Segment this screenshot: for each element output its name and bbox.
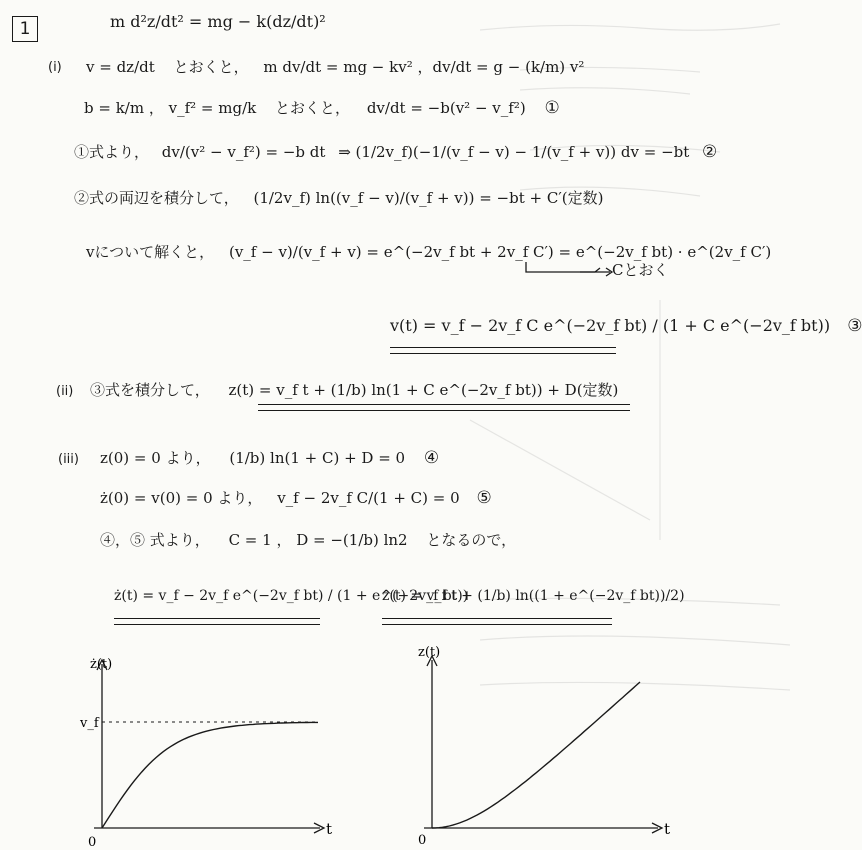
part-ii-double-underline <box>258 404 630 411</box>
solve-prefix: ④，⑤ 式より， <box>100 531 210 549</box>
cond2-eq: v_f − 2v_f C/(1 + C) = 0 <box>277 489 460 507</box>
step5-prefix: vについて解くと， <box>86 243 215 261</box>
velocity-graph <box>80 650 350 850</box>
final-z-double-underline <box>382 618 612 625</box>
final-zdot: ż(t) = v_f − 2v_f e^(−2v_f bt) / (1 + e^(−2v_f bt)) <box>114 588 469 604</box>
step3-prefix: ①式より， <box>74 143 150 161</box>
terminal-velocity-label: v_f <box>80 716 99 731</box>
step2-b: dv/dt = −b(v² − v_f²) <box>366 99 526 117</box>
step1-a: とおくと， <box>173 58 249 76</box>
eq-motion-text: m d²z/dt² = mg − k(dz/dt)² <box>110 12 326 31</box>
velocity-origin-label: 0 <box>88 835 97 850</box>
final-z: z(t) = v_f t + (1/b) ln((1 + e^(−2v_f bt))/2) <box>382 588 685 604</box>
problem-number-box <box>12 16 38 42</box>
part-i-step4 <box>74 188 603 208</box>
part-i-step3 <box>74 142 717 162</box>
define-b-vf: b = k/m ， v_f² = mg/k <box>84 99 257 117</box>
eq1-mark: ① <box>544 98 560 118</box>
result3-double-underline <box>390 347 616 354</box>
step1-b: m dv/dt = mg − kv² <box>263 58 413 76</box>
problem-number: 1 <box>19 19 31 39</box>
velocity-curve <box>102 722 318 828</box>
part-iii-cond2 <box>100 488 492 508</box>
part-iii-cond1 <box>100 448 439 468</box>
part-ii-line <box>90 380 618 400</box>
position-y-label: z(t) <box>418 645 441 660</box>
solve-eq: C = 1 ， D = −(1/b) ln2 <box>228 531 408 549</box>
eq5-mark: ⑤ <box>476 488 492 508</box>
final-zdot-double-underline <box>114 618 320 625</box>
part-i-step1 <box>86 57 584 77</box>
part-iii-label: (iii) <box>58 452 79 467</box>
sub-v: v = dz/dt <box>86 58 155 76</box>
result3-text: v(t) = v_f − 2v_f C e^(−2v_f bt) / (1 + C e^(−2v_f bt)) <box>390 316 831 335</box>
eq3-mark: ③ <box>847 316 862 336</box>
part-iii-solve <box>100 530 516 550</box>
velocity-x-label: t <box>326 820 333 838</box>
step4-prefix: ②式の両辺を積分して， <box>74 189 239 207</box>
eq2-mark: ② <box>702 142 718 162</box>
position-curve <box>432 682 640 828</box>
part-i-define <box>84 98 560 118</box>
step5-note: Cとおく <box>612 261 669 279</box>
velocity-y-label: ż(t) <box>90 657 113 672</box>
step4-eq: (1/2v_f) ln((v_f − v)/(v_f + v)) = −bt + C′(定数) <box>253 189 604 207</box>
eq4-mark: ④ <box>423 448 440 468</box>
part-ii-label: (ii) <box>56 384 74 399</box>
step1-c: ，dv/dt = g − (k/m) v² <box>417 58 585 76</box>
cond1-eq: (1/b) ln(1 + C) + D = 0 <box>229 449 406 467</box>
part-i-label: (i) <box>48 60 62 75</box>
part-ii-prefix: ③式を積分して， <box>90 381 210 399</box>
step3-a: dv/(v² − v_f²) = −b dt <box>161 143 326 161</box>
result-eq3 <box>390 316 862 336</box>
position-graph <box>410 640 680 850</box>
cond1-prefix: z(0) = 0 より， <box>100 449 211 467</box>
position-origin-label: 0 <box>418 833 427 848</box>
part-ii-result: z(t) = v_f t + (1/b) ln(1 + C e^(−2v_f bt)) + D(定数) <box>228 381 619 399</box>
position-x-label: t <box>664 820 671 838</box>
equation-of-motion <box>110 12 326 32</box>
step5-eq: (v_f − v)/(v_f + v) = e^(−2v_f bt + 2v_f C′) = e^(−2v_f bt) · e^(2v_f C′) <box>228 243 772 261</box>
solve-suffix: となるので， <box>426 531 517 549</box>
step2-a: とおくと， <box>275 99 351 117</box>
step3-b: ⇒ (1/2v_f)(−1/(v_f − v) − 1/(v_f + v)) dv = −bt <box>338 143 690 161</box>
part-i-step5 <box>86 242 771 262</box>
cond2-prefix: ż(0) = v(0) = 0 より， <box>100 489 263 507</box>
